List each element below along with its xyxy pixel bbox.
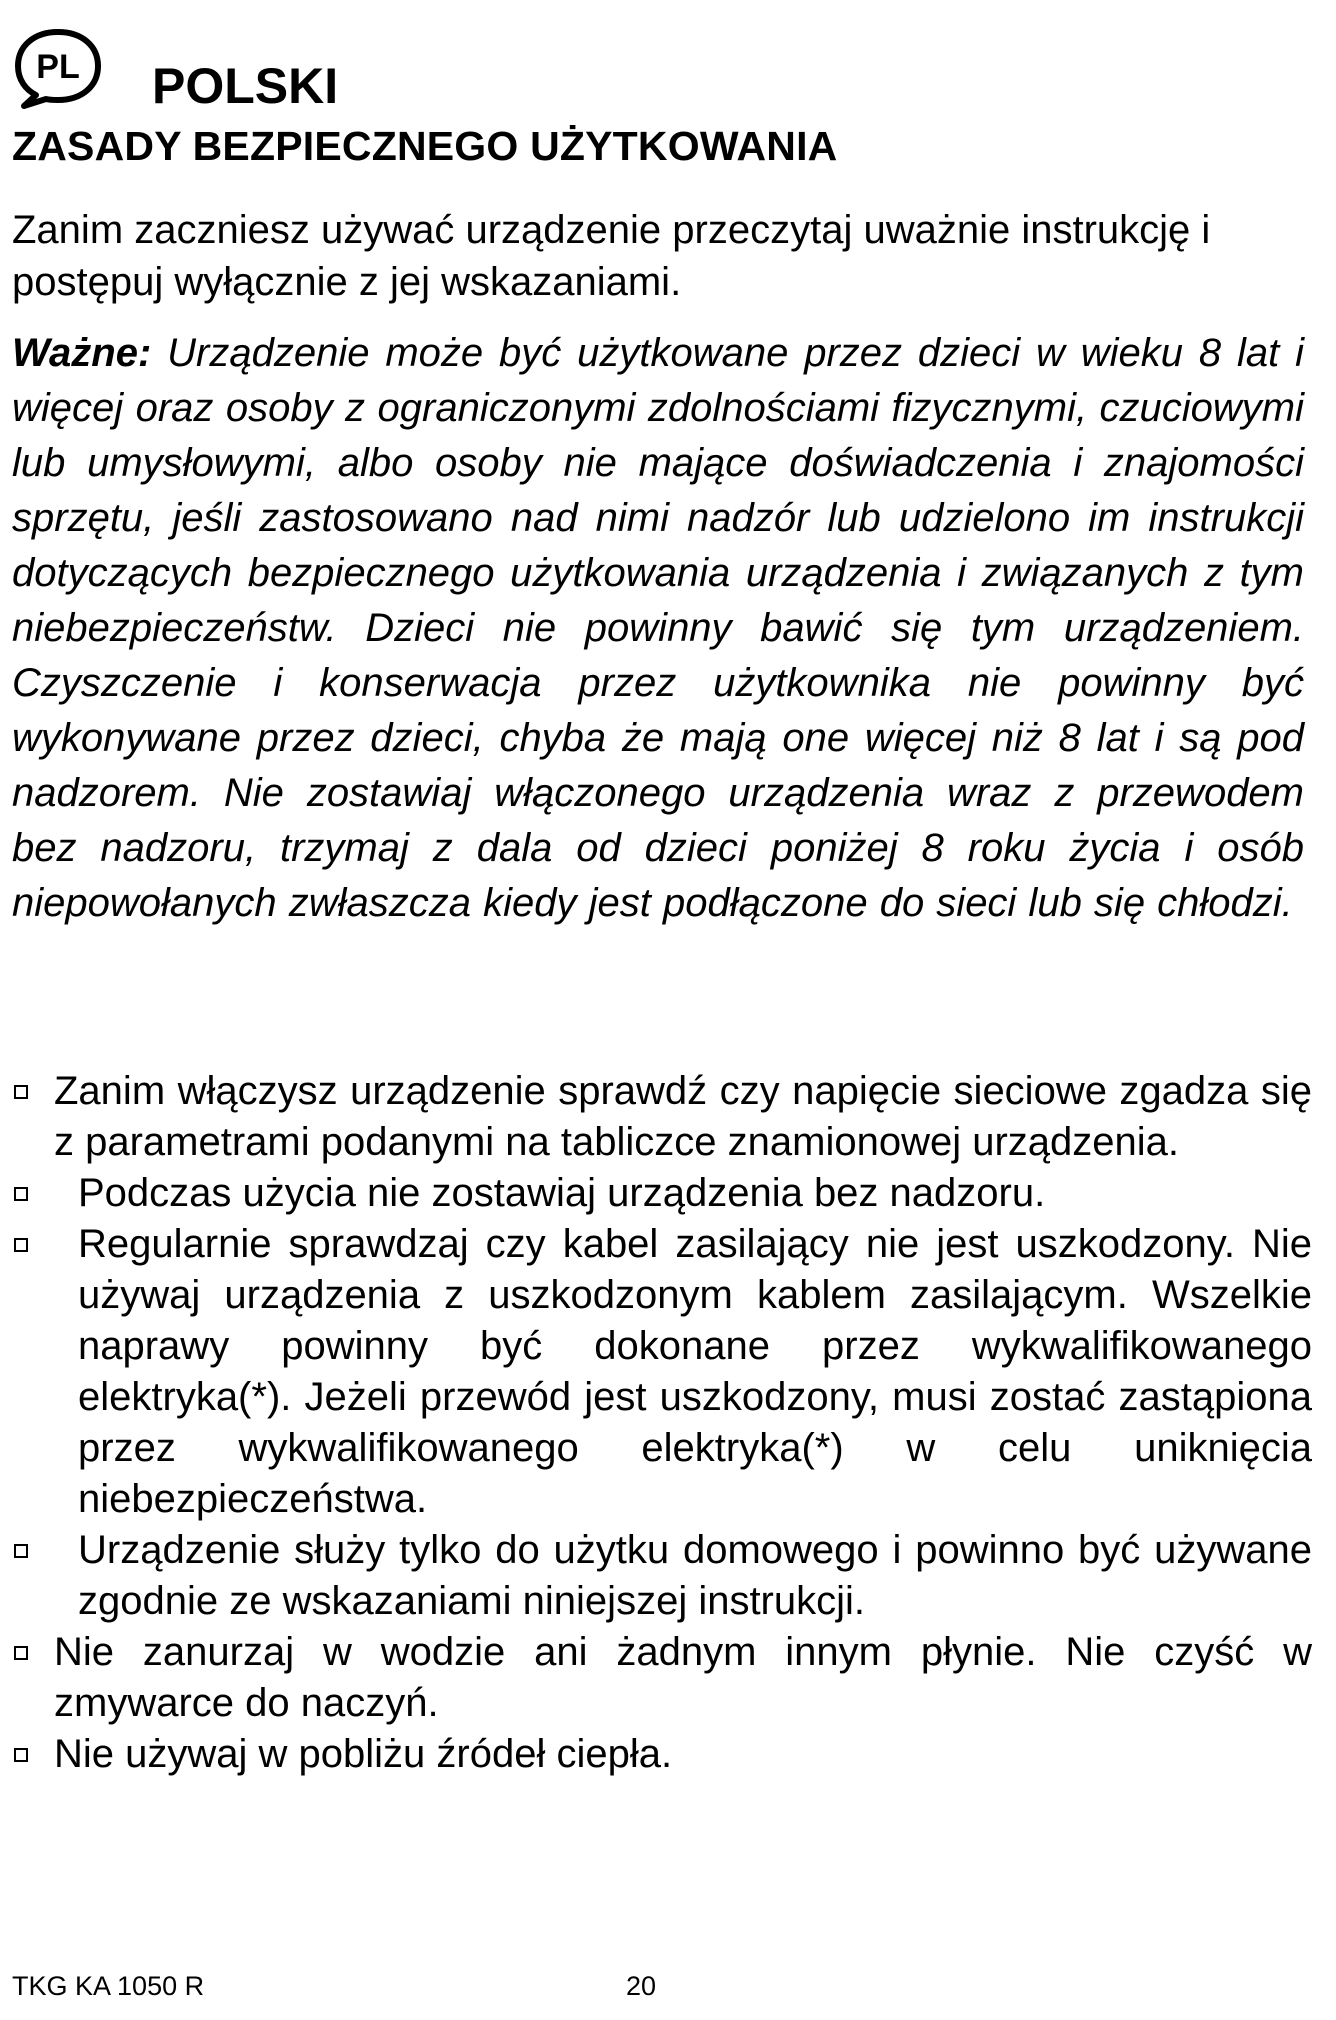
- intro-paragraph: Zanim zaczniesz używać urządzenie przeczytaj uważnie instrukcję i postępuj wyłącznie z jej wskazaniami.: [12, 208, 1211, 304]
- list-item: Regularnie sprawdzaj czy kabel zasilający nie jest uszkodzony. Nie używaj urządzenia z uszkodzonym kablem zasilającym. Wszelkie naprawy powinny być dokonane przez wykwalifikowanego elektryka(*). Jeżeli przewód jest uszkodzony, musi zostać zastąpiona przez wykwalifikowanego elektryka(*) w celu uniknięcia niebezpieczeństwa.: [12, 1219, 1312, 1525]
- warning-text: Urządzenie może być użytkowane przez dzieci w wieku 8 lat i więcej oraz osoby z ograniczonymi zdolnościami fizycznymi, czuciowymi lub umysłowymi, albo osoby nie mające doświadczenia i znajomości sprzętu, jeśli zastosowano nad nimi nadzór lub udzielono im instrukcji dotyczących bezpiecznego użytkowania urządzenia i związanych z tym niebezpieczeństw. Dzieci nie powinny bawić się tym urządzeniem. Czyszczenie i konserwacja przez użytkownika nie powinny być wykonywane przez dzieci, chyba że mają one więcej niż 8 lat i są pod nadzorem. Nie zostawiaj włączonego urządzenia wraz z przewodem bez nadzoru, trzymaj z dala od dzieci poniżej 8 roku życia i osób niepowołanych zwłaszcza kiedy jest podłączone do sieci lub się chłodzi.: [12, 331, 1304, 925]
- checkbox-bullet-icon: [14, 1187, 28, 1201]
- list-item: Podczas użycia nie zostawiaj urządzenia bez nadzoru.: [12, 1168, 1312, 1219]
- language-badge-icon: [10, 28, 106, 110]
- list-item: Nie używaj w pobliżu źródeł ciepła.: [12, 1729, 1312, 1780]
- safety-rules-list: [12, 1066, 1312, 1780]
- checkbox-bullet-icon: [14, 1085, 28, 1099]
- list-item: Nie zanurzaj w wodzie ani żadnym innym płynie. Nie czyść w zmywarce do naczyń.: [12, 1627, 1312, 1729]
- footer-model-number: TKG KA 1050 R: [12, 1971, 205, 2001]
- warning-lead: Ważne:: [12, 331, 152, 375]
- checkbox-bullet-icon: [14, 1748, 28, 1762]
- language-title: POLSKI: [152, 58, 339, 114]
- footer-page-number: 20: [626, 1971, 657, 2001]
- warning-paragraph: [12, 326, 1304, 931]
- section-title: ZASADY BEZPIECZNEGO UŻYTKOWANIA: [12, 123, 838, 169]
- checkbox-bullet-icon: [14, 1544, 28, 1558]
- checkbox-bullet-icon: [14, 1646, 28, 1660]
- checkbox-bullet-icon: [14, 1238, 28, 1252]
- language-badge-code: PL: [36, 48, 80, 86]
- list-item: Zanim włączysz urządzenie sprawdź czy napięcie sieciowe zgadza się z parametrami podanymi na tabliczce znamionowej urządzenia.: [12, 1066, 1312, 1168]
- list-item: Urządzenie służy tylko do użytku domowego i powinno być używane zgodnie ze wskazaniami niniejszej instrukcji.: [12, 1525, 1312, 1627]
